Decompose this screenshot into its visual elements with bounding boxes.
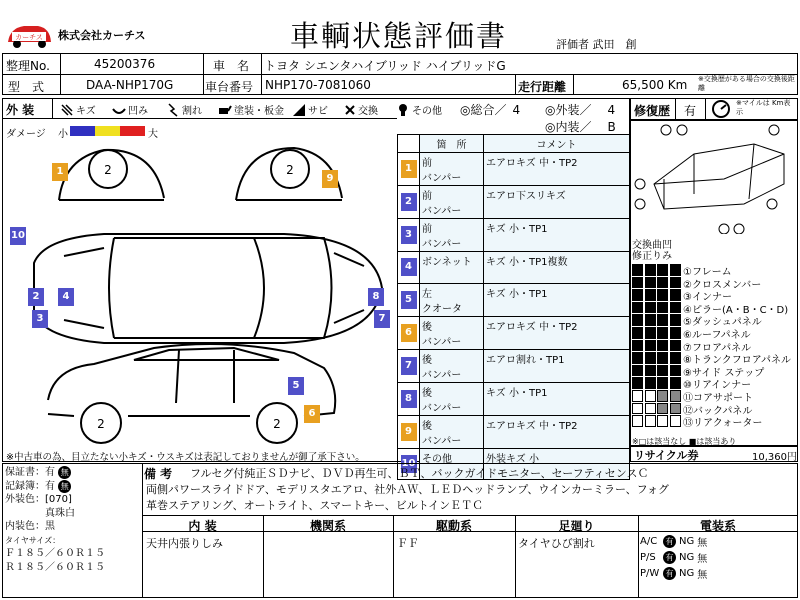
frame-item-label: ⑦フロアパネル [683, 342, 752, 354]
other-icon [396, 103, 410, 117]
damage-marker-icon: 4 [401, 258, 417, 276]
diagram-mark-7: 7 [374, 310, 390, 328]
frame-cell [670, 377, 681, 389]
damage-marker-icon: 5 [401, 291, 417, 309]
frame-item-label: ⑪コアサポート [683, 393, 753, 404]
damage-desc: エアロキズ 中・TP2 [484, 153, 630, 186]
logo-text: カーチス [15, 33, 43, 42]
frame-cell [657, 314, 668, 326]
dent-icon [112, 103, 126, 117]
diagram-mark-9: 9 [322, 170, 338, 188]
damage-marker-icon: 3 [401, 226, 417, 244]
electric-ac: A/C 有 NG 無 [640, 536, 708, 549]
frame-cell [632, 340, 643, 352]
exchange-icon [344, 103, 356, 117]
document-title: 車輌状態評価書 [290, 19, 508, 53]
diagram-mark-2: 2 [28, 288, 44, 306]
frame-cell [670, 289, 681, 301]
damage-desc: キズ 小・TP1 [484, 283, 630, 316]
frame-cell [670, 314, 681, 326]
frame-cell [657, 277, 668, 289]
company-logo [4, 22, 54, 50]
frame-cell [632, 302, 643, 314]
frame-cell [632, 277, 643, 289]
exterior-footnote: ※中古車の為、目立たない小キズ・ウスキズは表記しておりませんが御了承下さい。 [6, 452, 365, 463]
damage-table [397, 134, 630, 480]
frame-cell [670, 302, 681, 314]
damage-row [398, 153, 630, 186]
frame-cell [632, 390, 643, 402]
frame-cell [645, 264, 656, 276]
frame-cell [632, 264, 643, 276]
damage-desc: キズ 小・TP1 [484, 382, 630, 415]
damage-part: その他 [420, 448, 484, 480]
frame-cell [632, 415, 643, 427]
rust-icon [292, 103, 306, 117]
damage-desc: エアロ下スリキズ [484, 186, 630, 219]
drive-value: ＦＦ [397, 537, 419, 550]
legend-crack: 割れ [166, 102, 202, 117]
mileage-note: ※交換歴がある場合の交換後距離 [698, 75, 795, 92]
frame-cell [670, 415, 681, 427]
drive-head: 駆動系 [435, 519, 472, 533]
damage-large: 大 [148, 129, 158, 140]
frame-item-label: ③インナー [683, 292, 732, 304]
frame-cell [645, 390, 656, 402]
damage-marker-icon: 2 [401, 193, 417, 211]
damage-part: 前 バンパー [420, 186, 484, 219]
frame-cell [632, 352, 643, 364]
frame-cell [645, 415, 656, 427]
damage-marker-icon: 8 [401, 390, 417, 408]
damage-part: 前 バンパー [420, 219, 484, 252]
frame-item-label: ②クロスメンバー [683, 279, 762, 291]
frame-diagram [634, 124, 794, 234]
frame-item-label: ⑩リアインナー [683, 380, 752, 392]
frame-cell [645, 403, 656, 415]
frame-cell [632, 327, 643, 339]
frame-cell [657, 289, 668, 301]
damage-table-header-part: 箇 所 [420, 135, 484, 153]
diagram-mark-3: 3 [32, 310, 48, 328]
interior-value: 天井内張りしみ [146, 537, 223, 550]
frame-cell [632, 377, 643, 389]
frame-cell [645, 289, 656, 301]
interior-rating: ◎内装／ B [545, 120, 616, 134]
frame-cell [670, 327, 681, 339]
remarks-text: フルセグ付純正ＳＤナビ、ＤＶＤ再生可、ＢＴ、バックガイドモニター、セーフティセンスＣ [190, 467, 649, 480]
reg-no-label: 整理No. [6, 59, 50, 73]
svg-text:2: 2 [97, 417, 105, 431]
frame-cell [657, 327, 668, 339]
damage-row [398, 252, 630, 284]
frame-cell [645, 302, 656, 314]
frame-cell [657, 390, 668, 402]
evaluator-label: 評価者 [556, 38, 589, 51]
frame-cell [657, 302, 668, 314]
frame-item-label: ⑥ルーフパネル [683, 330, 751, 341]
damage-part: 後 バンパー [420, 316, 484, 349]
reg-no: 45200376 [94, 57, 156, 71]
damage-row [398, 382, 630, 415]
damage-scale-bar [70, 126, 145, 136]
evaluator [556, 36, 637, 52]
frame-cell [657, 352, 668, 364]
frame-item-label: ⑤ダッシュパネル [683, 317, 762, 329]
damage-row [398, 316, 630, 349]
frame-item-label: ①フレーム [683, 267, 732, 278]
chassis-label: 車台番号 [205, 80, 254, 94]
diagram-mark-8: 8 [368, 288, 384, 306]
frame-cell [670, 365, 681, 377]
damage-desc: エアロキズ 中・TP2 [484, 316, 630, 349]
legend-exchange: 交換 [344, 102, 378, 117]
frame-cell [645, 377, 656, 389]
mileage: 65,500 Km [622, 78, 688, 92]
frame-cell [670, 390, 681, 402]
damage-desc: エアロ割れ・TP1 [484, 349, 630, 382]
frame-cell [645, 352, 656, 364]
svg-text:2: 2 [286, 163, 294, 177]
frame-item-label: ⑬リアクォーター [683, 418, 763, 430]
diagram-mark-4: 4 [58, 288, 74, 306]
frame-footnote: ※□は該当なし ■は該当あり [632, 437, 737, 446]
damage-part: 前 バンパー [420, 153, 484, 186]
frame-cell [632, 314, 643, 326]
damage-row [398, 283, 630, 316]
car-name: トヨタ シエンタハイブリッド ハイブリッドG [264, 59, 506, 73]
total-rating: ◎総合／ 4 [460, 103, 521, 117]
frame-cell [670, 340, 681, 352]
electric-ps: P/S 有 NG 無 [640, 552, 708, 565]
frame-col-headers: 交換曲凹 修正りみ [632, 240, 672, 262]
damage-marker-icon: 1 [401, 160, 417, 178]
frame-cell [632, 365, 643, 377]
damage-row [398, 349, 630, 382]
diagram-mark-5: 5 [288, 377, 304, 395]
diagram-mark-1: 1 [52, 163, 68, 181]
model-label: 型 式 [8, 80, 45, 94]
damage-desc: キズ 小・TP1 [484, 219, 630, 252]
remarks-label: 備 考 [144, 467, 173, 481]
frame-cell [657, 340, 668, 352]
damage-row [398, 186, 630, 219]
damage-part: 後 バンパー [420, 415, 484, 448]
exterior-rating: ◎外装／ 4 [545, 103, 616, 117]
damage-row [398, 415, 630, 448]
mileage-label: 走行距離 [518, 80, 567, 94]
recycle-label: リサイクル券 [634, 449, 699, 462]
damage-marker-icon: 7 [401, 357, 417, 375]
frame-cell [657, 377, 668, 389]
scratch-icon [60, 103, 74, 117]
frame-cell [657, 415, 668, 427]
frame-item-label: ④ピラー(A・B・C・D) [683, 304, 789, 316]
damage-part: 後 バンパー [420, 349, 484, 382]
svg-text:2: 2 [104, 163, 112, 177]
legend-other: その他 [396, 102, 442, 117]
company-name: 株式会社カーチス [58, 29, 146, 42]
diagram-mark-10: 10 [10, 227, 26, 245]
legend-paint: 塗装・板金 [218, 102, 284, 117]
electric-head: 電装系 [699, 519, 736, 533]
frame-cell [657, 264, 668, 276]
paint-icon [218, 103, 232, 117]
frame-cell [670, 277, 681, 289]
suspension-head: 足廻り [558, 519, 595, 533]
damage-desc: エアロキズ 中・TP2 [484, 415, 630, 448]
frame-cell [645, 340, 656, 352]
damage-desc: 外装キズ 小 [484, 448, 630, 480]
legend-scratch: キズ [60, 102, 96, 117]
frame-item-label: ⑧トランクフロアパネル [683, 355, 791, 367]
evaluator-name: 武田 創 [592, 38, 637, 51]
damage-marker-icon: 9 [401, 423, 417, 441]
frame-cell [645, 314, 656, 326]
left-info: 保証書：有 無 記録簿：有 無 外装色：[070] 真珠白 内装色：黒 タイヤサイズ： Ｆ１８５／６０Ｒ１５ Ｒ１８５／６０Ｒ１５ [5, 467, 105, 573]
damage-small: 小 [58, 129, 68, 140]
frame-cell [657, 365, 668, 377]
damage-desc: キズ 小・TP1複数 [484, 252, 630, 284]
repair-label: 修復歴 [634, 104, 671, 118]
suspension-value: タイヤひび割れ [518, 537, 595, 550]
frame-cell [645, 327, 656, 339]
frame-cell [657, 403, 668, 415]
interior-head: 内 装 [188, 519, 217, 533]
exterior-color: 真珠白 [45, 507, 75, 519]
tire-rear: Ｒ１８５／６０Ｒ１５ [5, 561, 105, 573]
frame-item-label: ⑫バックパネル [683, 405, 753, 417]
damage-part: 後 バンパー [420, 382, 484, 415]
damage-table-header-desc: コメント [484, 135, 630, 153]
tire-front: Ｆ１８５／６０Ｒ１５ [5, 548, 105, 559]
remarks-text-2: 両側パワースライドドア、モデリスタエアロ、社外ＡＷ、ＬＥＤヘッドランプ、ウインカーミラー、フォグ 革巻ステアリング、オートライト、スマートキー、ビルトインＥＴＣ [146, 483, 670, 512]
damage-marker-icon: 6 [401, 324, 417, 342]
engine-head: 機関系 [309, 519, 346, 533]
svg-text:2: 2 [273, 417, 281, 431]
electric-pw: P/W 有 NG 無 [640, 568, 708, 581]
frame-cell [632, 289, 643, 301]
frame-cell [645, 365, 656, 377]
crack-icon [166, 103, 180, 117]
damage-row [398, 219, 630, 252]
exterior-label: 外 装 [6, 103, 35, 117]
frame-cell [645, 277, 656, 289]
damage-part: 左 クオータ [420, 283, 484, 316]
mileage-meter-icon [710, 100, 732, 118]
frame-cell [670, 264, 681, 276]
legend-dent: 凹み [112, 102, 148, 117]
damage-part: ボンネット [420, 252, 484, 284]
damage-label: ダメージ [6, 129, 46, 140]
diagram-mark-6: 6 [304, 405, 320, 423]
damage-marker-icon: 10 [401, 455, 417, 473]
model: DAA-NHP170G [86, 78, 174, 92]
legend-rust: サビ [292, 102, 328, 117]
chassis-number: NHP170-7081060 [265, 78, 371, 92]
frame-item-label: ⑨サイド ステップ [683, 367, 765, 379]
car-name-label: 車 名 [213, 59, 250, 73]
recycle-value: 10,360円 [752, 452, 797, 463]
repair-value: 有 [684, 104, 697, 118]
frame-cell [670, 352, 681, 364]
repair-note: ※マイルは Km表示 [736, 99, 791, 116]
frame-cell [670, 403, 681, 415]
frame-cell [632, 403, 643, 415]
